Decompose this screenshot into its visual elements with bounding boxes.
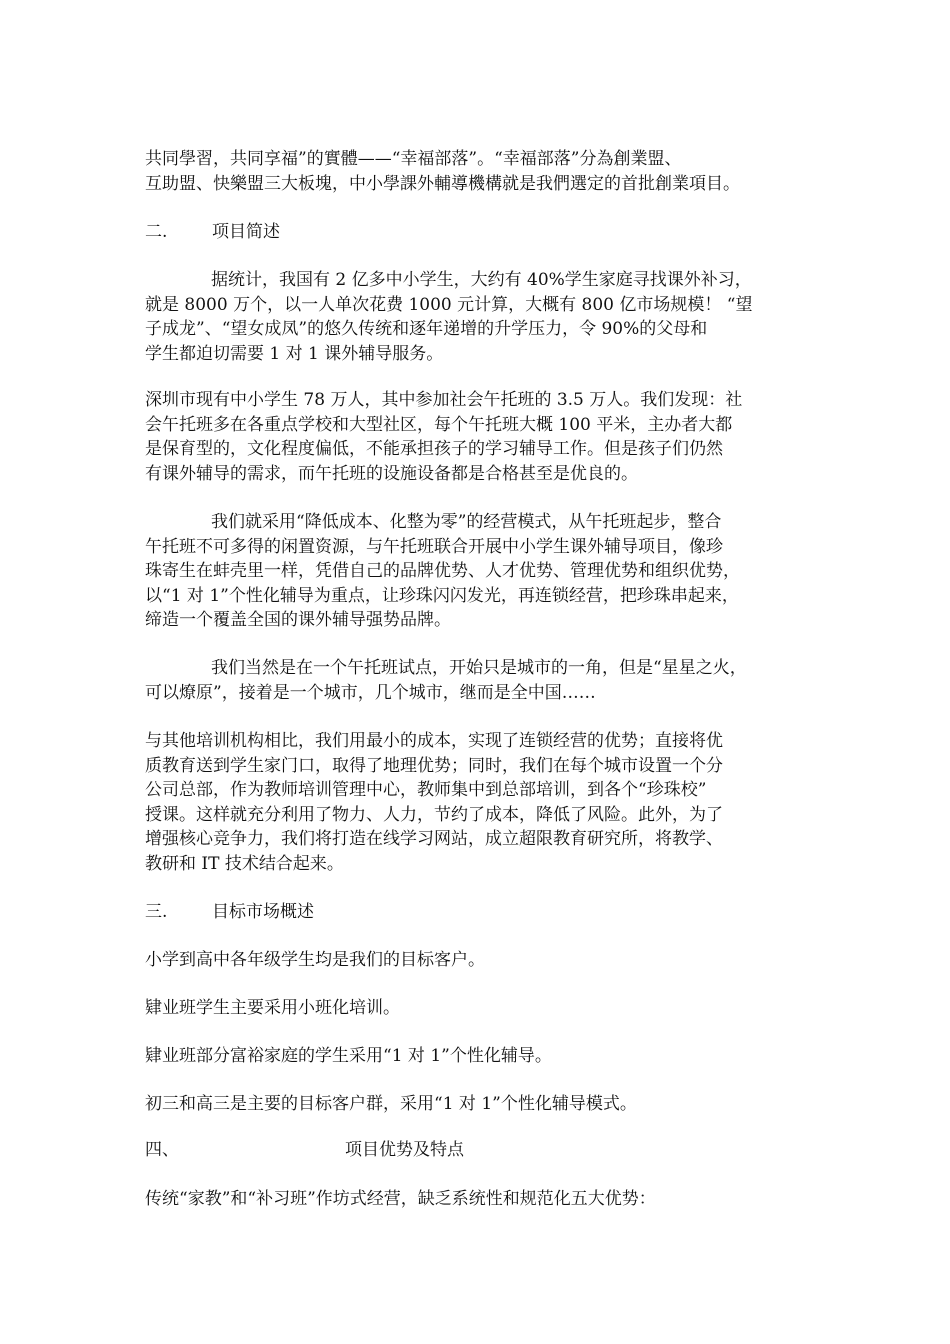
- body-paragraph-1: [145, 268, 810, 366]
- text-line: 会午托班多在各重点学校和大型社区，每个午托班大概 100 平米，主办者大都: [145, 414, 733, 435]
- market-line-4: [145, 1092, 810, 1117]
- section-title: 项目简述: [212, 222, 280, 242]
- body-paragraph-3: [145, 510, 810, 633]
- text-line: 肄业班部分富裕家庭的学生采用“1 对 1”个性化辅导。: [145, 1046, 552, 1066]
- section-number: 二.: [145, 222, 168, 242]
- text-line: 有课外辅导的需求，而午托班的设施设备都是合格甚至是优良的。: [145, 463, 638, 484]
- text-line: 是保育型的，文化程度偏低，不能承担孩子的学习辅导工作。但是孩子们仍然: [145, 439, 723, 459]
- text-line: 缔造一个覆盖全国的课外辅导强势品牌。: [145, 610, 451, 630]
- text-line: 小学到高中各年级学生均是我们的目标客户。: [145, 950, 485, 970]
- text-line: 共同學習，共同享福”的實體——“幸福部落”。“幸福部落”分為創業盟、: [145, 149, 682, 169]
- text-line: 我们就采用“降低成本、化整为零”的经营模式，从午托班起步，整合: [211, 512, 722, 532]
- text-line: 授课。这样就充分利用了物力、人力，节约了成本，降低了风险。此外，为了: [145, 804, 723, 825]
- text-line: 互助盟、快樂盟三大板塊，中小學課外輔導機構就是我們選定的首批創業項目。: [145, 173, 740, 194]
- body-paragraph-4: [145, 656, 810, 705]
- text-line: 据统计，我国有 2 亿多中小学生，大约有 40%学生家庭寻找课外补习，: [211, 270, 752, 290]
- text-line: 与其他培训机构相比，我们用最小的成本，实现了连锁经营的优势；直接将优: [145, 731, 723, 751]
- text-line: 我们当然是在一个午托班试点，开始只是城市的一角，但是“星星之火，: [211, 658, 747, 678]
- section-heading-2: [145, 220, 280, 245]
- features-intro-line: [145, 1187, 810, 1212]
- text-line: 传统“家教”和“补习班”作坊式经营，缺乏系统性和规范化五大优势：: [145, 1189, 656, 1209]
- body-paragraph-2: [145, 388, 810, 486]
- section-title: 项目优势及特点: [345, 1140, 464, 1160]
- section-heading-3: [145, 900, 314, 925]
- text-line: 质教育送到学生家门口，取得了地理优势；同时，我们在每个城市设置一个分: [145, 755, 723, 776]
- text-line: 学生都迫切需要 1 对 1 课外辅导服务。: [145, 343, 444, 364]
- section-number: 三.: [145, 902, 168, 922]
- text-line: 肄业班学生主要采用小班化培训。: [145, 998, 400, 1018]
- text-line: 公司总部，作为教师培训管理中心，教师集中到总部培训，到各个“珍珠校”: [145, 780, 707, 800]
- text-line: 可以燎原”，接着是一个城市，几个城市，继而是全中国……: [145, 682, 596, 703]
- intro-paragraph: [145, 147, 810, 196]
- body-paragraph-5: [145, 729, 810, 876]
- text-line: 以“1 对 1”个性化辅导为重点，让珍珠闪闪发光，再连锁经营，把珍珠串起来，: [145, 585, 739, 606]
- text-line: 午托班不可多得的闲置资源，与午托班联合开展中小学生课外辅导项目，像珍: [145, 536, 723, 557]
- market-line-1: [145, 948, 810, 973]
- market-line-2: [145, 996, 810, 1021]
- text-line: 教研和 IT 技术结合起来。: [145, 853, 344, 874]
- text-line: 深圳市现有中小学生 78 万人，其中参加社会午托班的 3.5 万人。我们发现：社: [145, 390, 743, 410]
- text-line: 增强核心竞争力，我们将打造在线学习网站，成立超限教育研究所，将教学、: [145, 829, 723, 849]
- market-line-3: [145, 1044, 810, 1069]
- text-line: 子成龙”、“望女成凤”的悠久传统和逐年递增的升学压力，令 90%的父母和: [145, 319, 708, 339]
- section-number: 四、: [145, 1140, 179, 1160]
- section-heading-4: [145, 1138, 464, 1163]
- text-line: 珠寄生在蚌壳里一样，凭借自己的品牌优势、人才优势、管理优势和组织优势，: [145, 561, 740, 581]
- text-line: 初三和高三是主要的目标客户群，采用“1 对 1”个性化辅导模式。: [145, 1094, 637, 1114]
- text-line: 就是 8000 万个，以一人单次花费 1000 元计算，大概有 800 亿市场规模！ “望: [145, 294, 753, 315]
- section-title: 目标市场概述: [212, 902, 314, 922]
